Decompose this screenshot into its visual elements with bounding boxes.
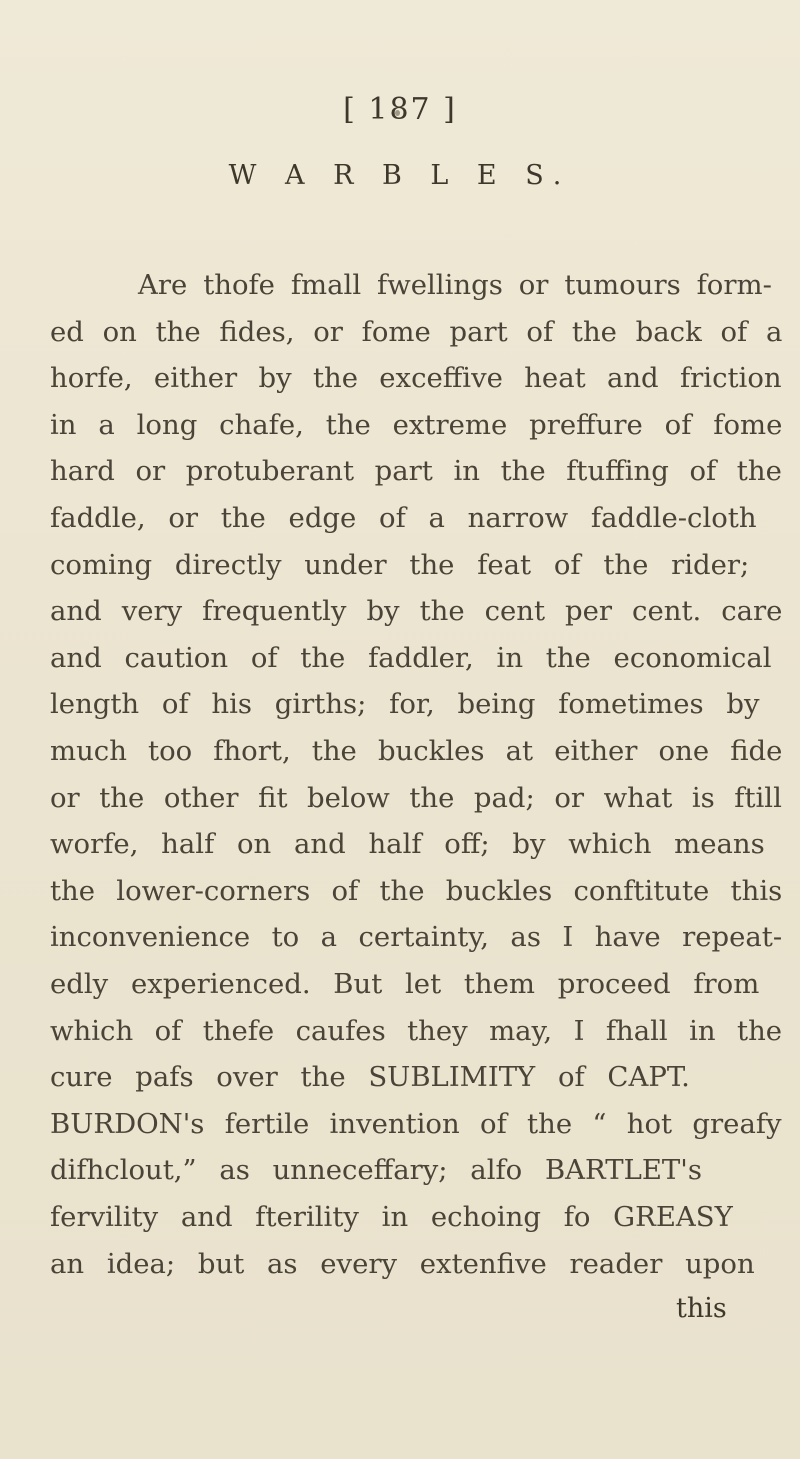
text-line: faddle, or the edge of a narrow faddle-cloth [50,502,757,534]
text-line: and caution of the faddler, in the economical [50,641,772,674]
text-line: ed on the fides, or fome part of the back of a [50,315,783,348]
text-line: BURDON's fertile invention of the “ hot greafy [50,1107,782,1140]
page-number: [ 187 ] [343,92,457,127]
text-line: the lower-corners of the buckles conftitute this [50,874,783,907]
text-line: cure pafs over the SUBLIMITY of CAPT. [50,1061,690,1094]
text-line: much too fhort, the buckles at either one fide [50,735,783,767]
text-line: worfe, half on and half off; by which means [50,828,765,861]
text-line: and very frequently by the cent per cent. care [50,595,783,628]
text-line: difhclout,” as unneceffary; alfo BARTLET's [50,1154,702,1187]
text-line: in a long chafe, the extreme preffure of fome [50,408,783,441]
text-line: fervility and fterility in echoing fo GREASY [50,1201,733,1233]
text-line: length of his girths; for, being fometimes by [50,688,760,721]
section-heading: W A R B L E S. [228,160,572,191]
text-line: horfe, either by the exceffive heat and friction [50,362,782,395]
text-line: which of thefe caufes they may, I fhall in the [50,1014,783,1047]
text-line: an idea; but as every extenfive reader upon [50,1247,755,1280]
text-line: or the other fit below the pad; or what is ftill [50,781,782,814]
text-line: edly experienced. But let them proceed from [50,968,760,1000]
text-line: hard or protuberant part in the ftuffing of the [50,455,782,488]
text-line: coming directly under the feat of the rider; [50,548,750,581]
text-line: inconvenience to a certainty, as I have repeat- [50,921,783,954]
catchword: this [676,1293,727,1325]
text-line: Are thofe fmall fwellings or tumours form- [138,269,772,301]
